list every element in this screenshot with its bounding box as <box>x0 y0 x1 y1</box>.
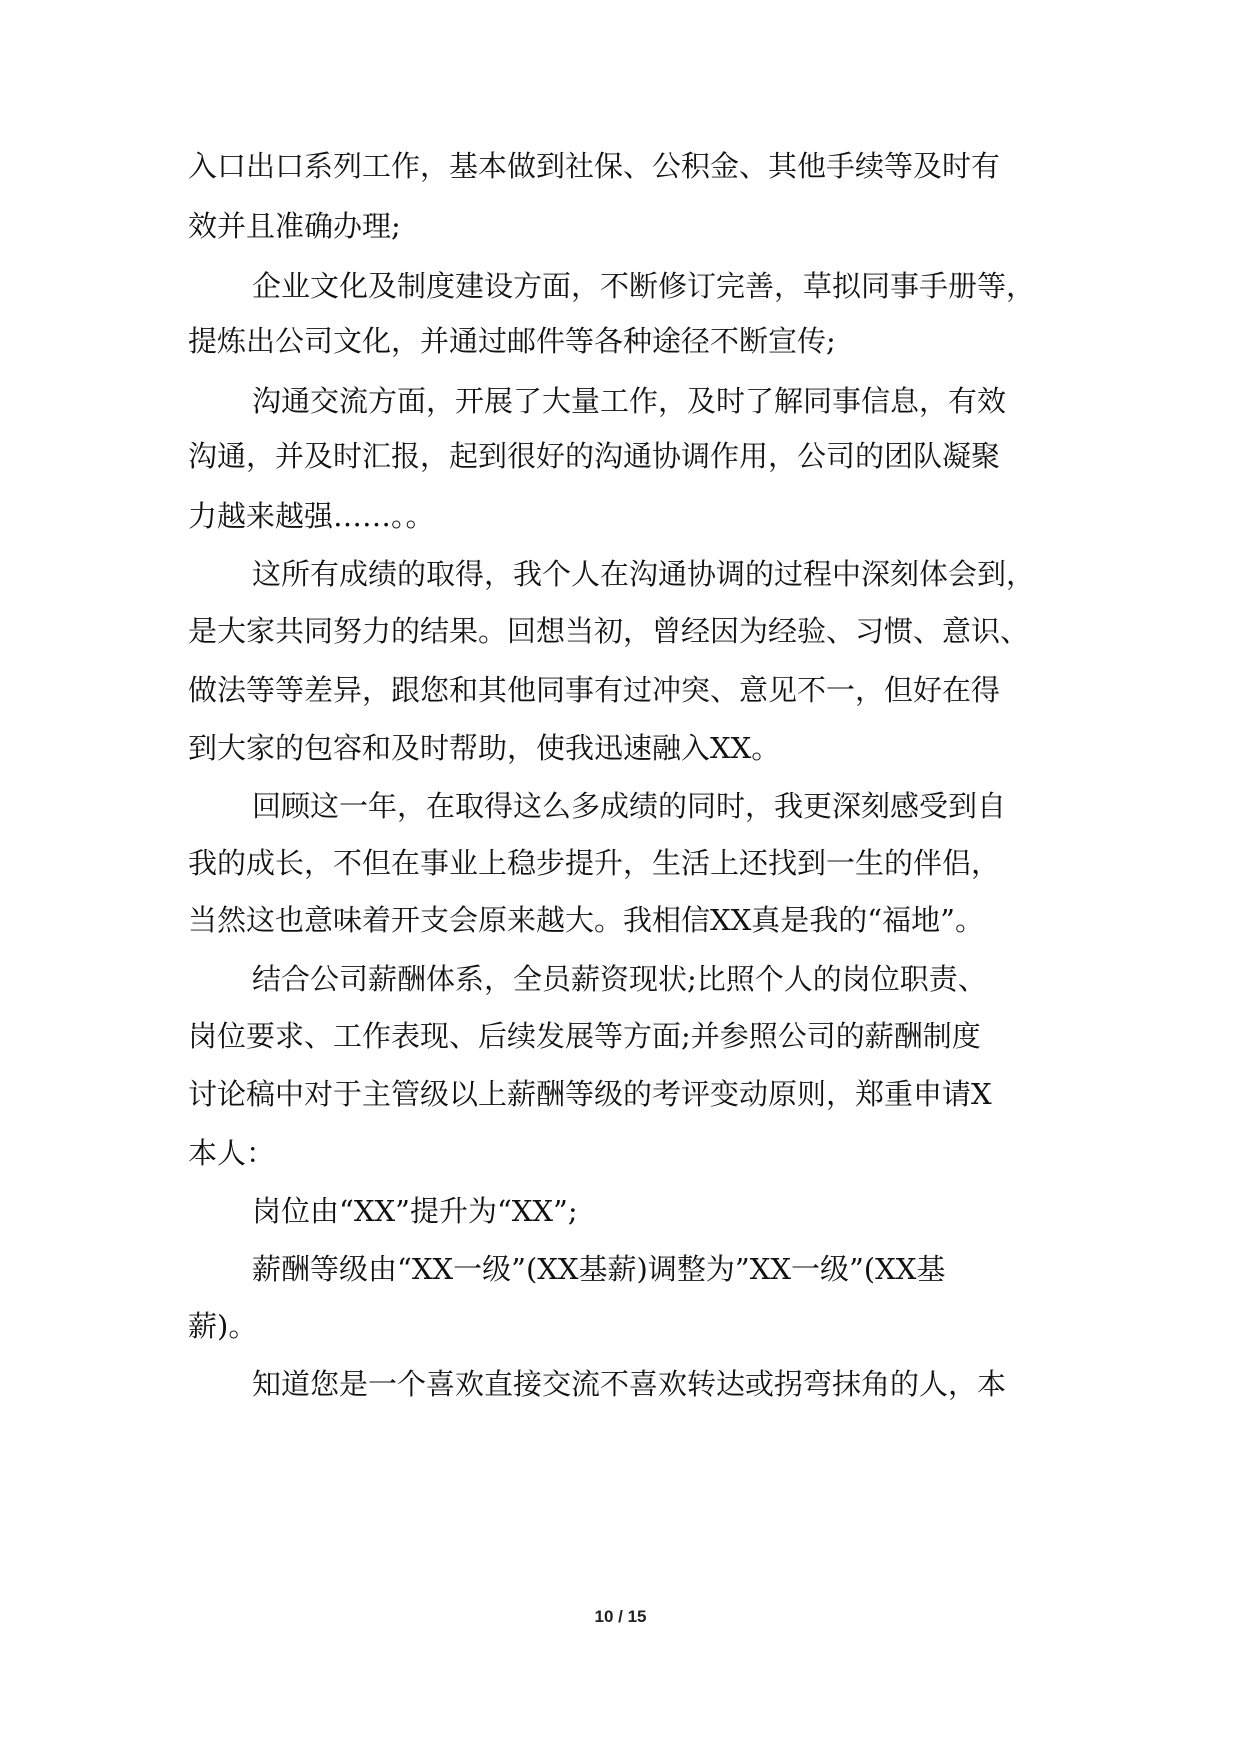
text-line: 到大家的包容和及时帮助，使我迅速融入XX。 <box>188 731 781 765</box>
text-line: 回顾这一年，在取得这么多成绩的同时，我更深刻感受到自 <box>252 789 1007 823</box>
text-line: 沟通交流方面，开展了大量工作，及时了解同事信息，有效 <box>252 384 1007 418</box>
text-line: 讨论稿中对于主管级以上薪酬等级的考评变动原则，郑重申请X <box>188 1077 992 1111</box>
text-line: 知道您是一个喜欢直接交流不喜欢转达或拐弯抹角的人，本 <box>252 1367 1007 1401</box>
text-line: 当然这也意味着开支会原来越大。我相信XX真是我的“福地”。 <box>188 903 984 937</box>
text-line: 本人： <box>188 1136 276 1170</box>
text-line: 结合公司薪酬体系，全员薪资现状;比照个人的岗位职责、 <box>252 962 987 996</box>
text-line: 入口出口系列工作，基本做到社保、公积金、其他手续等及时有 <box>188 149 1001 183</box>
text-line: 是大家共同努力的结果。回想当初，曾经因为经验、习惯、意识、 <box>188 614 1030 648</box>
text-line: 提炼出公司文化，并通过邮件等各种途径不断宣传; <box>188 324 836 358</box>
text-line: 薪)。 <box>188 1309 258 1343</box>
text-line: 岗位由“XX”提升为“XX”; <box>252 1194 578 1228</box>
text-line: 力越来越强……。。 <box>188 499 435 533</box>
text-line: 薪酬等级由“XX一级”(XX基薪)调整为”XX一级”(XX基 <box>252 1252 946 1286</box>
text-line: 我的成长，不但在事业上稳步提升，生活上还找到一生的伴侣， <box>188 846 1001 880</box>
text-line: 效并且准确办理; <box>188 209 401 243</box>
text-line: 沟通，并及时汇报，起到很好的沟通协调作用，公司的团队凝聚 <box>188 439 1001 473</box>
text-line: 岗位要求、工作表现、后续发展等方面;并参照公司的薪酬制度 <box>188 1019 981 1053</box>
page-number: 10 / 15 <box>594 1607 647 1626</box>
text-line: 做法等等差异，跟您和其他同事有过冲突、意见不一，但好在得 <box>188 673 1001 707</box>
text-line: 这所有成绩的取得，我个人在沟通协调的过程中深刻体会到， <box>252 557 1036 591</box>
text-line: 企业文化及制度建设方面，不断修订完善，草拟同事手册等， <box>252 269 1036 303</box>
